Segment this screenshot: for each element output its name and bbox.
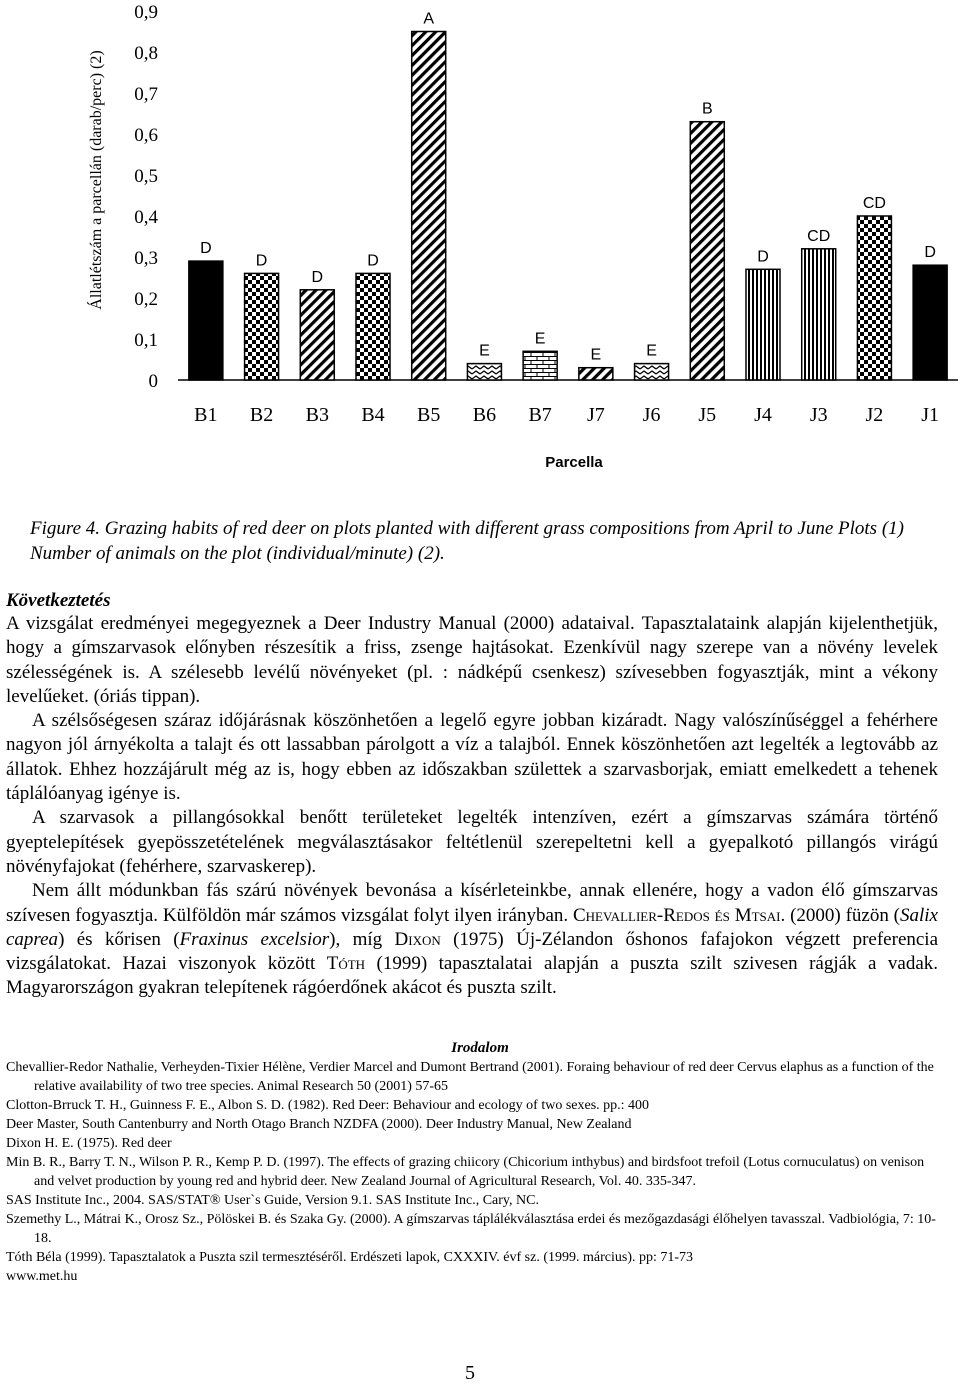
bar [579,368,613,380]
reference-item: SAS Institute Inc., 2004. SAS/STAT® User`s Guide, Version 9.1. SAS Institute Inc., Cary, NC. [6,1193,539,1208]
bar [913,265,947,380]
references-title: Irodalom [451,1040,509,1056]
body-text [6,612,938,1001]
bar [412,32,446,381]
data-label: D [924,244,936,262]
bar [245,273,279,380]
bar [746,269,780,380]
data-label: D [200,240,212,258]
reference-item: Dixon H. E. (1975). Red deer [6,1136,172,1151]
bar [802,249,836,380]
reference-item: Deer Master, South Cantenburry and North Otago Branch NZDFA (2000). Deer Industry Manual, New Zealand [6,1117,632,1132]
y-tick-label: 0 [148,371,158,392]
data-label: E [646,342,657,360]
bar-chart [0,0,960,480]
bar [690,122,724,380]
data-label: D [757,248,769,266]
chart-bars [189,32,947,381]
x-tick-label: J6 [642,404,661,426]
y-tick-label: 0,5 [134,166,158,187]
bar [300,290,334,380]
bar [523,351,557,380]
x-tick-label: B2 [249,404,274,426]
x-tick-label: J1 [921,404,940,426]
data-label: E [534,330,546,348]
data-label: D [255,252,268,270]
y-tick-label: 0,3 [134,248,158,269]
x-tick-label: B1 [194,404,218,426]
y-axis-label: Állatlétszám a parcellán (darab/perc) (2) [88,50,105,310]
data-label: CD [862,195,886,212]
reference-item: Chevallier-Redor Nathalie, Verheyden-Tixier Hélène, Verdier Marcel and Dumont Bertrand (2001). Foraing behaviour of red deer Cervus elaphus as a function of the relative availability of two tree species. Animal Research 50 (2001) 57-65 [6,1060,934,1094]
data-label: E [590,346,602,364]
paragraph-2: A szélsőségesen száraz időjárásnak köszönhetően a legelő egyre jobban kizáradt. Nagy valószínűséggel a fehérhere nagyon jól árnyékolta a talajt és ott lassabban párolgott a víz a talajból. Ennek köszönhetően azt legelték a legtovább az állatok. Ehhez hozzájárult még az is, hogy ebben az időszakban születtek a szarvasborjak, emiatt emelkedett a tehenek táplálóanyag igénye is. [6,710,938,805]
data-label: B [701,100,713,118]
y-tick-label: 0,9 [134,2,158,23]
section-title: Következtetés [6,590,111,611]
x-tick-label: J3 [809,404,828,426]
bar [467,364,501,380]
x-tick-label: J7 [586,404,605,426]
bar [356,273,390,380]
reference-item: Szemethy L., Mátrai K., Orosz Sz., Pölöskei B. és Szaka Gy. (2000). A gímszarvas táplálékválasztása erdei és mezőgazdasági élőhelyen tavasszal. Vadbiológia, 7: 10-18. [6,1212,936,1246]
y-tick-label: 0,6 [134,125,158,146]
chart-labels [86,2,939,471]
x-tick-label: B4 [361,404,385,426]
x-tick-label: J2 [865,404,884,426]
bar [857,216,891,380]
data-label: A [423,10,435,28]
x-tick-label: B6 [472,404,497,426]
x-tick-label: J4 [754,404,772,426]
y-tick-label: 0,2 [134,289,158,310]
x-tick-label: B5 [417,404,441,426]
x-tick-label: B3 [305,404,329,426]
data-label: D [311,268,324,286]
y-tick-label: 0,4 [134,207,158,228]
paragraph-1: A vizsgálat eredményei megegyeznek a Deer Industry Manual (2000) adataival. Tapasztalataink alapján kijelenthetjük, hogy a gímszarvasok előnyben részesítik a friss, zsenge hajtásokat. Ezenkívül nagy szerepe van a növény levelek szélességének is. A szélesebb levélű növényeket (pl. : nádképű csenkesz) szívesebben fogyasztják, mint a vékony levelűeket. (óriás tippan). [6,613,938,707]
y-tick-label: 0,7 [134,84,158,105]
page-number: 5 [465,1362,475,1384]
x-axis-label: Parcella [545,454,603,471]
bar [189,261,223,380]
data-label: D [367,252,379,270]
x-tick-label: J5 [698,404,717,426]
reference-item: Tóth Béla (1999). Tapasztalatok a Puszta szil termesztéséről. Erdészeti lapok, CXXXIV. évf sz. (1999. március). pp: 71-73 [6,1250,694,1265]
figure-caption: Figure 4. Grazing habits of red deer on plots planted with different grass compositions from April to June Plots (1) Number of animals on the plot (individual/minute) (2). [30,518,904,564]
references-list [6,1058,941,1286]
data-label: CD [807,227,831,245]
bar [635,364,669,380]
y-tick-label: 0,1 [134,330,158,351]
paragraph-3: A szarvasok a pillangósokkal benőtt területeket legelték intenzíven, ezért a gímszarvas számára történő gyeptelepítések gyepösszetételének megválasztásakor feltétlenül szerepeltetni kell a gyepalkotó pillangós virágú növényfajokat (fehérhere, szarvaskerep). [6,807,938,877]
y-tick-label: 0,8 [134,43,158,64]
x-tick-label: B7 [528,404,552,426]
reference-item: Clotton-Brruck T. H., Guinness F. E., Albon S. D. (1982). Red Deer: Behaviour and ecology of two sexes. pp.: 400 [6,1098,650,1113]
paragraph-4: Nem állt módunkban fás szárú növények bevonása a kísérleteinkbe, annak ellenére, hogy a vadon élő gímszarvas szívesen fogyasztja. Külföldön már számos vizsgálat folyt ilyen irányban. Chevallier-Redos és Mtsai. (2000) füzön (Salix caprea) és kőrisen (Fraxinus excelsior), míg Dixon (1975) Új-Zélandon őshonos fafajokon végzett preferencia vizsgálatokat. Hazai viszonyok között Tóth (1999) tapasztalatai alapján a puszta szilt szivesen rágják a vadak. Magyarországon gyakran telepítenek rágóerdőnek akácot és puszta szilt. [6,880,939,999]
reference-item: www.met.hu [6,1269,78,1284]
data-label: E [479,342,490,360]
reference-item: Min B. R., Barry T. N., Wilson P. R., Kemp P. D. (1997). The effects of grazing chiicory (Chicorium inthybus) and birdsfoot trefoil (Lotus cornuculatus) on venison and velvet production by young red and hybrid deer. New Zealand Journal of Agricultural Research, Vol. 40. 335-347. [6,1155,925,1189]
